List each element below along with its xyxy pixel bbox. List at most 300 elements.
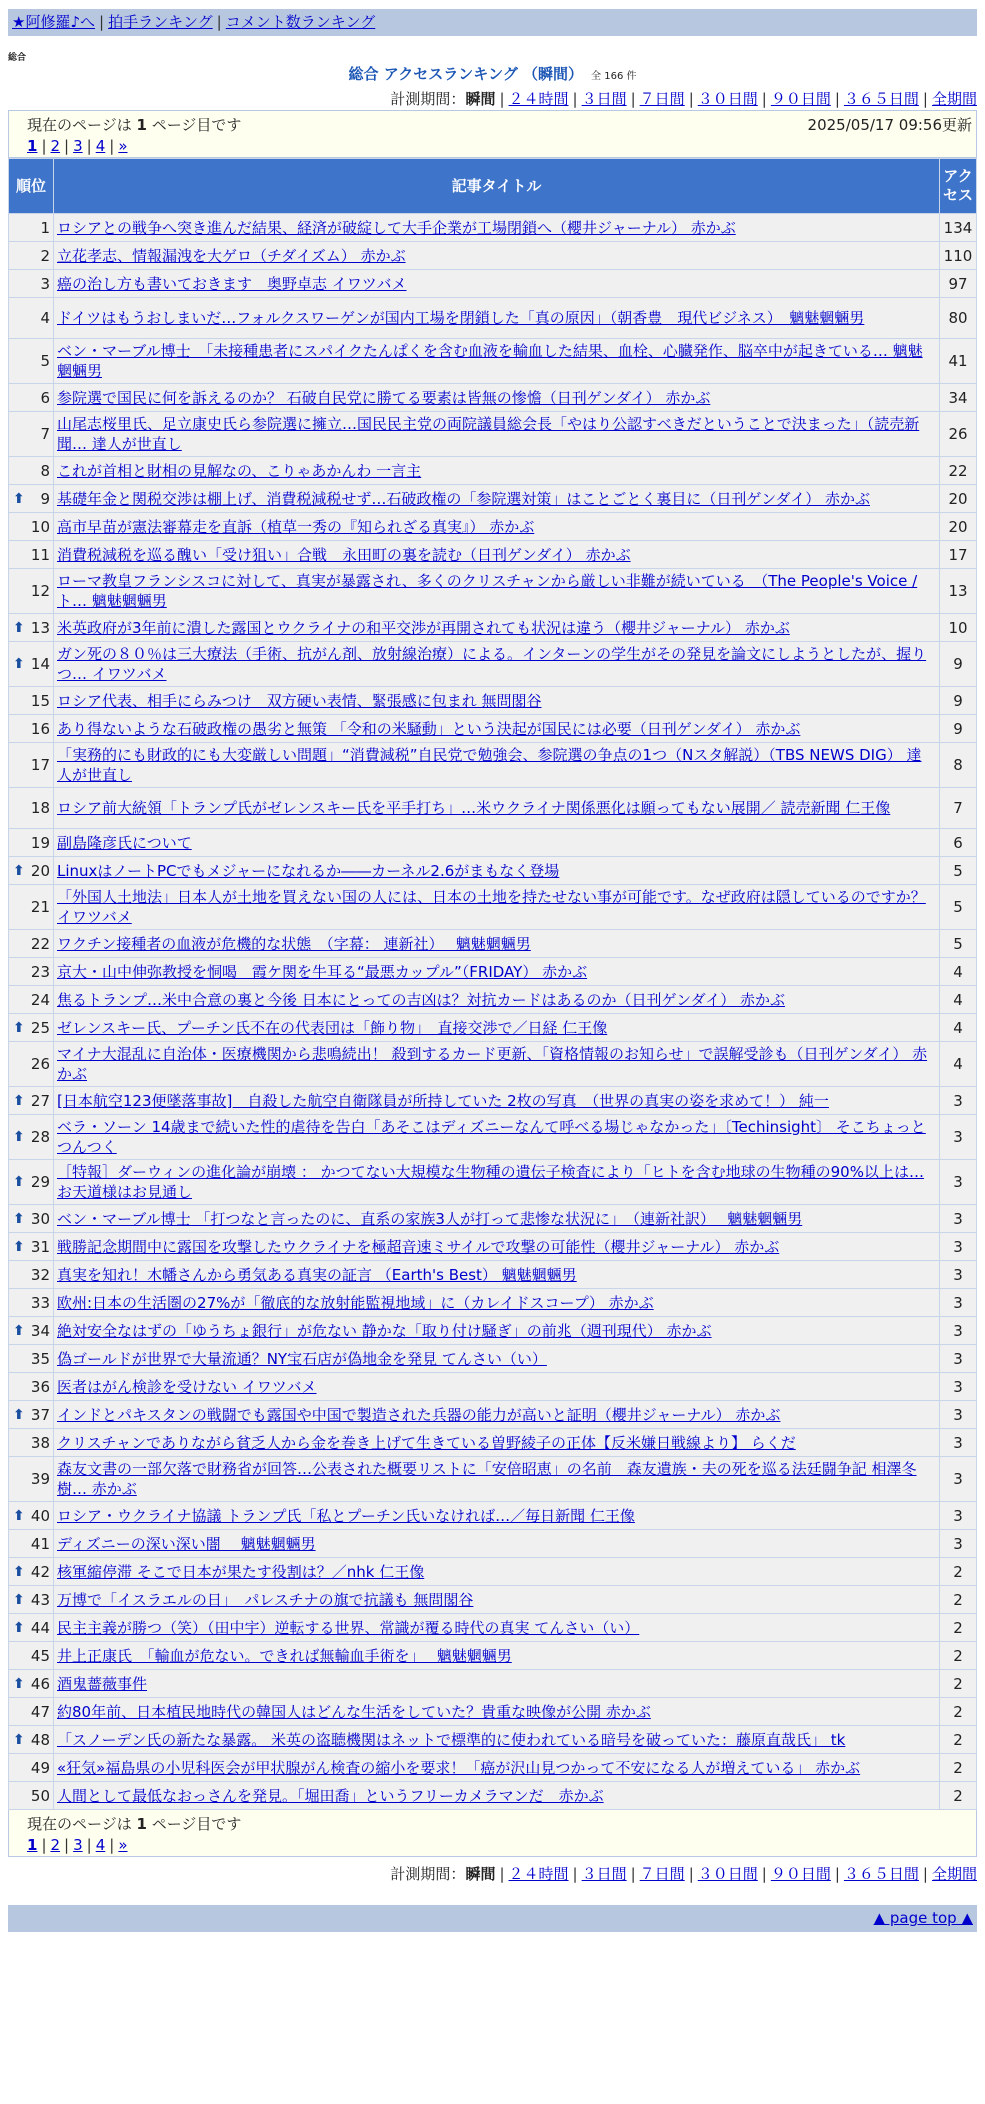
rank-cell	[9, 384, 54, 412]
article-link[interactable]: [日本航空123便墜落事故] 自殺した航空自衛隊員が所持していた 2枚の写真 （世界の真実の姿を求めて！） 純一	[57, 1091, 829, 1110]
period-separator: |	[834, 1865, 840, 1883]
access-count: 2	[940, 1782, 977, 1810]
table-header-row	[9, 159, 977, 214]
article-link[interactable]: ベン・マーブル博士 「打つなと言ったのに、直系の家族3人が打って悲惨な状況に」 （連新社訳） 魑魅魍魎男	[57, 1209, 803, 1228]
rank-cell	[9, 1014, 54, 1042]
table-row	[9, 1642, 977, 1670]
table-row	[9, 1429, 977, 1457]
page-separator: |	[109, 137, 115, 155]
period-label: 計測期間：	[390, 1865, 466, 1883]
rank-cell	[9, 857, 54, 885]
page-link[interactable]: »	[118, 137, 128, 155]
rank-number: 11	[30, 545, 50, 564]
rank-up-icon: ⬆	[13, 1092, 25, 1109]
access-count: 26	[940, 412, 977, 457]
period-option-3-bottom[interactable]: ７日間	[639, 1865, 685, 1883]
rank-cell	[9, 1754, 54, 1782]
access-count: 2	[940, 1726, 977, 1754]
title-cell	[54, 1087, 940, 1115]
article-link[interactable]: これが首相と財相の見解なの、こりゃあかんわ 一言主	[57, 461, 422, 480]
rank-cell	[9, 1530, 54, 1558]
period-option-1[interactable]: ２４時間	[508, 90, 569, 108]
nav-separator: |	[216, 13, 222, 31]
access-count: 17	[940, 541, 977, 569]
rank-number: 25	[30, 1018, 50, 1037]
rank-up-icon: ⬆	[13, 1731, 25, 1748]
table-row	[9, 1160, 977, 1205]
access-count: 4	[940, 1014, 977, 1042]
article-link[interactable]: 「実務的にも財政的にも大変厳しい問題」“消費減税”自民党で勉強会、参院選の争点の1つ（Nスタ解説）（TBS NEWS DIG） 達人が世直し	[57, 746, 922, 784]
title-cell	[54, 986, 940, 1014]
article-link[interactable]: 民主主義が勝つ（笑）（田中宇）逆転する世界、常識が覆る時代の真実 てんさい（い）	[57, 1618, 640, 1637]
period-option-4-bottom[interactable]: ３０日間	[697, 1865, 758, 1883]
access-count: 2	[940, 1670, 977, 1698]
title-cell	[54, 541, 940, 569]
rank-number: 38	[30, 1433, 50, 1452]
access-count: 8	[940, 743, 977, 788]
title-cell	[54, 1642, 940, 1670]
rank-number: 3	[40, 274, 50, 293]
rank-number: 29	[30, 1173, 50, 1191]
rank-cell	[9, 614, 54, 642]
title-cell	[54, 242, 940, 270]
ranking-title-row	[8, 64, 977, 84]
rank-number: 1	[40, 218, 50, 237]
title-cell	[54, 1042, 940, 1087]
access-count: 7	[940, 788, 977, 829]
article-link[interactable]: ベン・マーブル博士 「未接種患者にスパイクたんぱくを含む血液を輸血した結果、血栓、心臓発作、脳卒中が起きている… 魑魅魍魎男	[57, 342, 923, 380]
rank-cell	[9, 885, 54, 930]
article-link[interactable]: 米英政府が3年前に潰した露国とウクライナの和平交渉が再開されても状況は違う（櫻井ジャーナル） 赤かぶ	[57, 618, 790, 637]
table-row	[9, 1401, 977, 1429]
title-cell	[54, 1558, 940, 1586]
page-link[interactable]: 4	[95, 137, 106, 155]
page-top-link[interactable]: ▲ page top ▲	[873, 1909, 973, 1927]
rank-cell	[9, 1401, 54, 1429]
rank-cell	[9, 1205, 54, 1233]
rank-cell	[9, 1558, 54, 1586]
article-link[interactable]: 参院選で国民に何を訴えるのか？ 石破自民党に勝てる要素は皆無の惨憺（日刊ゲンダイ） 赤かぶ	[57, 388, 711, 407]
access-count: 5	[940, 857, 977, 885]
title-cell	[54, 1530, 940, 1558]
rank-number: 2	[40, 246, 50, 265]
access-count: 3	[940, 1502, 977, 1530]
period-separator: |	[572, 1865, 578, 1883]
rank-number: 16	[30, 719, 50, 738]
category-label: 総合	[8, 53, 27, 63]
table-row	[9, 485, 977, 513]
article-link[interactable]: 立花孝志、情報漏洩を大ゲロ（チダイズム） 赤かぶ	[57, 246, 406, 265]
article-link[interactable]: 消費税減税を巡る醜い「受け狙い」合戦 永田町の裏を読む（日刊ゲンダイ） 赤かぶ	[57, 545, 631, 564]
article-link[interactable]: あり得ないような石破政権の愚劣と無策 「令和の米騒動」という決起が国民には必要（日刊ゲンダイ） 赤かぶ	[57, 719, 801, 738]
page-separator: |	[41, 137, 47, 155]
rank-cell	[9, 569, 54, 614]
article-link[interactable]: インドとパキスタンの戦闘でも露国や中国で製造された兵器の能力が高いと証明（櫻井ジャーナル） 赤かぶ	[57, 1405, 781, 1424]
rank-up-icon: ⬆	[13, 862, 25, 879]
title-cell	[54, 1205, 940, 1233]
title-cell	[54, 412, 940, 457]
period-separator: |	[761, 1865, 767, 1883]
article-link[interactable]: 高市早苗が憲法審幕走を直訴（植草一秀の『知られざる真実』） 赤かぶ	[57, 517, 535, 536]
period-separator: |	[688, 1865, 694, 1883]
article-link[interactable]: 焦るトランプ…米中合意の裏と今後 日本にとっての吉凶は？対抗カードはあるのか（日刊ゲンダイ） 赤かぶ	[57, 990, 786, 1009]
rank-cell	[9, 986, 54, 1014]
period-option-2-bottom[interactable]: ３日間	[581, 1865, 627, 1883]
title-cell	[54, 687, 940, 715]
rank-cell	[9, 214, 54, 242]
access-count: 3	[940, 1261, 977, 1289]
table-row	[9, 1586, 977, 1614]
period-current: 瞬間	[465, 1865, 496, 1883]
pagination	[27, 1836, 128, 1854]
rank-cell	[9, 485, 54, 513]
title-cell	[54, 270, 940, 298]
title-cell	[54, 1457, 940, 1502]
rank-cell	[9, 1457, 54, 1502]
rank-number: 4	[40, 309, 50, 327]
page-link[interactable]: »	[118, 1836, 128, 1854]
col-title-header: 記事タイトル	[54, 159, 940, 214]
title-cell	[54, 1014, 940, 1042]
nav-link-comment-ranking[interactable]: コメント数ランキング	[225, 13, 376, 31]
title-cell	[54, 339, 940, 384]
rank-cell	[9, 513, 54, 541]
title-cell	[54, 715, 940, 743]
title-cell	[54, 958, 940, 986]
article-link[interactable]: 万博で「イスラエルの日」 パレスチナの旗で抗議も 無問閣谷	[57, 1590, 474, 1609]
access-count: 3	[940, 1429, 977, 1457]
rank-number: 44	[30, 1618, 50, 1637]
article-link[interactable]: ロシアとの戦争へ突き進んだ結果、経済が破綻して大手企業が工場閉鎖へ（櫻井ジャーナル） 赤かぶ	[57, 218, 736, 237]
access-count: 2	[940, 1586, 977, 1614]
current-page-number: 1	[136, 1815, 147, 1833]
rank-cell	[9, 1373, 54, 1401]
bottom-bar	[8, 1905, 977, 1932]
rank-up-icon: ⬆	[13, 1322, 25, 1339]
access-count: 4	[940, 958, 977, 986]
page-link[interactable]: 2	[50, 137, 61, 155]
title-cell	[54, 384, 940, 412]
article-link[interactable]: 核軍縮停滞 そこで日本が果たす役割は？／nhk 仁王像	[57, 1562, 425, 1581]
rank-cell	[9, 1317, 54, 1345]
rank-number: 46	[30, 1674, 50, 1693]
rank-number: 31	[30, 1237, 50, 1256]
article-link[interactable]: マイナ大混乱に自治体・医療機関から悲鳴続出！ 殺到するカード更新、「資格情報のお知らせ」で誤解受診も（日刊ゲンダイ） 赤かぶ	[57, 1045, 928, 1083]
period-separator: |	[499, 90, 505, 108]
access-count: 9	[940, 715, 977, 743]
table-row	[9, 513, 977, 541]
rank-number: 42	[30, 1562, 50, 1581]
rank-cell	[9, 1614, 54, 1642]
rank-number: 17	[30, 756, 50, 774]
period-label: 計測期間：	[390, 90, 466, 108]
access-count: 5	[940, 930, 977, 958]
page-separator: |	[64, 137, 70, 155]
table-row	[9, 1345, 977, 1373]
rank-up-icon: ⬆	[13, 1210, 25, 1227]
table-row	[9, 885, 977, 930]
article-link[interactable]: 森友文書の一部欠落で財務省が回答…公表された概要リストに「安倍昭恵」の名前 森友遺族・夫の死を巡る法廷闘争記 相澤冬樹… 赤かぶ	[57, 1460, 917, 1498]
period-option-5[interactable]: ９０日間	[770, 90, 831, 108]
table-row	[9, 270, 977, 298]
rank-cell	[9, 788, 54, 829]
access-count: 13	[940, 569, 977, 614]
rank-number: 19	[30, 833, 50, 852]
article-link[interactable]: «狂気»福島県の小児科医会が甲状腺がん検査の縮小を要求！「癌が沢山見つかって不安になる人が増えている」 赤かぶ	[57, 1758, 861, 1777]
title-cell	[54, 1586, 940, 1614]
period-separator: |	[572, 90, 578, 108]
period-option-6-bottom[interactable]: ３６５日間	[843, 1865, 919, 1883]
rank-number: 7	[40, 425, 50, 443]
title-cell	[54, 1670, 940, 1698]
rank-cell	[9, 1698, 54, 1726]
article-link[interactable]: ロシア・ウクライナ協議 トランプ氏「私とプーチン氏いなければ…／毎日新聞 仁王像	[57, 1506, 635, 1525]
rank-number: 30	[30, 1209, 50, 1228]
table-row	[9, 541, 977, 569]
table-row	[9, 457, 977, 485]
rank-up-icon: ⬆	[13, 1174, 25, 1190]
rank-up-icon: ⬆	[13, 656, 25, 672]
table-row	[9, 569, 977, 614]
rank-up-icon: ⬆	[13, 1129, 25, 1145]
table-row	[9, 1502, 977, 1530]
rank-cell	[9, 743, 54, 788]
title-cell	[54, 1261, 940, 1289]
top-nav	[8, 9, 977, 36]
article-link[interactable]: 山尾志桜里氏、足立康史氏ら参院選に擁立…国民民主党の両院議員総会長「やはり公認すべきだということで決まった」（読売新聞… 達人が世直し	[57, 415, 920, 453]
access-count: 3	[940, 1530, 977, 1558]
period-current: 瞬間	[465, 90, 496, 108]
rank-number: 9	[40, 489, 50, 508]
page-info	[8, 110, 977, 158]
rank-number: 36	[30, 1377, 50, 1396]
table-row	[9, 614, 977, 642]
article-link[interactable]: ロシア前大統領「トランプ氏がゼレンスキー氏を平手打ち」…米ウクライナ関係悪化は願ってもない展開／ 読売新聞 仁王像	[57, 799, 891, 817]
rank-cell	[9, 1429, 54, 1457]
title-cell	[54, 1698, 940, 1726]
title-cell	[54, 885, 940, 930]
rank-number: 12	[30, 582, 50, 600]
title-cell	[54, 1233, 940, 1261]
article-link[interactable]: 副島隆彦氏について	[57, 833, 192, 852]
table-row	[9, 1782, 977, 1810]
rank-number: 39	[30, 1470, 50, 1488]
rank-up-icon: ⬆	[13, 1591, 25, 1608]
title-cell	[54, 857, 940, 885]
table-row	[9, 715, 977, 743]
article-link[interactable]: ［特報］ダーウィンの進化論が崩壊 ： かつてない大規模な生物種の遺伝子検査により「ヒトを含む地球の生物種の90%以上は… お天道様はお見通し	[57, 1163, 924, 1201]
pagination	[27, 137, 128, 155]
rank-cell	[9, 457, 54, 485]
rank-number: 43	[30, 1590, 50, 1609]
page-separator: |	[109, 1836, 115, 1854]
table-row	[9, 1205, 977, 1233]
rank-up-icon: ⬆	[13, 1238, 25, 1255]
rank-cell	[9, 1782, 54, 1810]
article-link[interactable]: 「外国人土地法」日本人が土地を買えない国の人には、日本の土地を持たせない事が可能です。なぜ政府は隠しているのですか？ イワツバメ	[57, 888, 926, 926]
period-option-2[interactable]: ３日間	[581, 90, 627, 108]
title-cell	[54, 298, 940, 339]
article-link[interactable]: ゼレンスキー氏、プーチン氏不在の代表団は「飾り物」 直接交渉で／日経 仁王像	[57, 1018, 608, 1037]
table-row	[9, 339, 977, 384]
page-link-current[interactable]: 1	[27, 137, 38, 155]
article-link[interactable]: クリスチャンでありながら貧乏人から金を巻き上げて生きている曽野綾子の正体【反米嫌日戦線より】 らくだ	[57, 1433, 796, 1452]
title-cell	[54, 513, 940, 541]
page-info-bottom	[8, 1810, 977, 1857]
access-count: 2	[940, 1614, 977, 1642]
rank-number: 15	[30, 691, 50, 710]
article-link[interactable]: 癌の治し方も書いておきます 奥野卓志 イワツバメ	[57, 274, 407, 293]
period-option-7-bottom[interactable]: 全期間	[931, 1865, 977, 1883]
col-rank-header: 順位	[9, 159, 54, 214]
article-link[interactable]: 京大・山中伸弥教授を恫喝 霞ケ関を牛耳る“最悪カップル”（FRIDAY） 赤かぶ	[57, 962, 588, 981]
title-cell	[54, 829, 940, 857]
access-count: 9	[940, 642, 977, 687]
access-count: 9	[940, 687, 977, 715]
rank-number: 24	[30, 990, 50, 1009]
period-option-5-bottom[interactable]: ９０日間	[770, 1865, 831, 1883]
title-cell	[54, 485, 940, 513]
access-count: 3	[940, 1115, 977, 1160]
article-link[interactable]: ローマ教皇フランシスコに対して、真実が暴露され、多くのクリスチャンから厳しい非難が続いている （The People's Voice / ト… 魑魅魍魎男	[57, 572, 918, 610]
title-cell	[54, 1614, 940, 1642]
table-row	[9, 829, 977, 857]
rank-cell	[9, 1160, 54, 1205]
rank-cell	[9, 642, 54, 687]
table-row	[9, 1317, 977, 1345]
access-count: 2	[940, 1642, 977, 1670]
access-count: 2	[940, 1754, 977, 1782]
page-link[interactable]: 2	[50, 1836, 61, 1854]
article-link[interactable]: 欧州:日本の生活圏の27%が「徹底的な放射能監視地域」に（カレイドスコープ） 赤かぶ	[57, 1293, 654, 1312]
table-row	[9, 1530, 977, 1558]
access-count: 2	[940, 1558, 977, 1586]
article-link[interactable]: 戦勝記念期間中に露国を攻撃したウクライナを極超音速ミサイルで攻撃の可能性（櫻井ジャーナル） 赤かぶ	[57, 1237, 780, 1256]
article-link[interactable]: ベラ・ソーン 14歳まで続いた性的虐待を告白「あそこはディズニーなんて呼べる場じゃなかった」〔Techinsight〕 そこちょっとつんつく	[57, 1118, 926, 1156]
title-cell	[54, 569, 940, 614]
access-count: 6	[940, 829, 977, 857]
current-page-number: 1	[136, 116, 147, 134]
title-cell	[54, 1317, 940, 1345]
period-separator: |	[630, 1865, 636, 1883]
nav-link-asyura[interactable]: ★阿修羅♪へ	[12, 13, 96, 31]
article-link[interactable]: 酒鬼薔薇事件	[57, 1674, 148, 1693]
period-option-6[interactable]: ３６５日間	[843, 90, 919, 108]
article-link[interactable]: 井上正康氏 「輸血が危ない。できれば無輸血手術を」 魑魅魍魎男	[57, 1646, 512, 1665]
period-separator: |	[630, 90, 636, 108]
access-count: 5	[940, 885, 977, 930]
table-row	[9, 1558, 977, 1586]
rank-cell	[9, 715, 54, 743]
rank-up-icon: ⬆	[13, 1675, 25, 1692]
access-count: 2	[940, 1698, 977, 1726]
page-link[interactable]: 3	[73, 1836, 83, 1854]
page-link[interactable]: 4	[95, 1836, 106, 1854]
article-link[interactable]: ドイツはもうおしまいだ…フォルクスワーゲンが国内工場を閉鎖した「真の原因」（朝香豊 現代ビジネス） 魑魅魍魎男	[57, 309, 865, 327]
rank-number: 20	[30, 861, 50, 880]
access-count: 20	[940, 513, 977, 541]
rank-number: 33	[30, 1293, 50, 1312]
page-link-current[interactable]: 1	[27, 1836, 38, 1854]
total-count: 全 166 件	[591, 71, 637, 82]
table-row	[9, 1042, 977, 1087]
title-cell	[54, 1726, 940, 1754]
rank-cell	[9, 242, 54, 270]
title-cell	[54, 1115, 940, 1160]
rank-cell	[9, 270, 54, 298]
title-cell	[54, 1289, 940, 1317]
page-separator: |	[41, 1836, 47, 1854]
period-option-7[interactable]: 全期間	[931, 90, 977, 108]
rank-number: 48	[30, 1730, 50, 1749]
nav-separator: |	[99, 13, 105, 31]
article-link[interactable]: 真実を知れ！木幡さんから勇気ある真実の証言 （Earth's Best） 魑魅魍魎男	[57, 1265, 577, 1284]
article-link[interactable]: 人間として最低なおっさんを発見。「堀田喬」というフリーカメラマンだ 赤かぶ	[57, 1786, 604, 1805]
col-count-header: アクセス	[940, 159, 977, 214]
rank-number: 22	[30, 934, 50, 953]
access-count: 3	[940, 1373, 977, 1401]
article-link[interactable]: ワクチン接種者の血液が危機的な状態 （字幕： 連新社） 魑魅魍魎男	[57, 934, 531, 953]
article-link[interactable]: 偽ゴールドが世界で大量流通？NY宝石店が偽地金を発見 てんさい（い）	[57, 1349, 547, 1368]
table-row	[9, 986, 977, 1014]
rank-number: 5	[40, 352, 50, 370]
table-row	[9, 242, 977, 270]
table-row	[9, 1289, 977, 1317]
rank-number: 21	[30, 898, 50, 916]
page-separator: |	[86, 137, 92, 155]
rank-cell	[9, 1115, 54, 1160]
article-link[interactable]: 約80年前、日本植民地時代の韓国人はどんな生活をしていた？貴重な映像が公開 赤かぶ	[57, 1702, 651, 1721]
access-count: 3	[940, 1160, 977, 1205]
rank-up-icon: ⬆	[13, 1019, 25, 1036]
table-row	[9, 1614, 977, 1642]
period-option-4[interactable]: ３０日間	[697, 90, 758, 108]
table-row	[9, 857, 977, 885]
article-link[interactable]: 絶対安全なはずの「ゆうちょ銀行」が危ない 静かな「取り付け騒ぎ」の前兆（週刊現代） 赤かぶ	[57, 1321, 712, 1340]
title-cell	[54, 214, 940, 242]
table-row	[9, 1754, 977, 1782]
rank-number: 40	[30, 1506, 50, 1525]
title-cell	[54, 743, 940, 788]
article-link[interactable]: ディズニーの深い深い闇 魑魅魍魎男	[57, 1534, 316, 1553]
article-link[interactable]: 「スノーデン氏の新たな暴露。 米英の盗聴機関はネットで標準的に使われている暗号を破っていた：藤原直哉氏」 tk	[57, 1730, 846, 1749]
access-count: 4	[940, 1042, 977, 1087]
article-link[interactable]: LinuxはノートPCでもメジャーになれるか――カーネル2.6がまもなく登場	[57, 861, 560, 880]
period-option-1-bottom[interactable]: ２４時間	[508, 1865, 569, 1883]
article-link[interactable]: ガン死の８０％は三大療法（手術、抗がん剤、放射線治療）による。インターンの学生がその発見を論文にしようとしたが、握りつ… イワツバメ	[57, 645, 927, 683]
rank-up-icon: ⬆	[13, 1619, 25, 1636]
rank-cell	[9, 1586, 54, 1614]
nav-link-clap-ranking[interactable]: 拍手ランキング	[108, 13, 213, 31]
rank-cell	[9, 1642, 54, 1670]
table-row	[9, 1670, 977, 1698]
rank-number: 49	[30, 1758, 50, 1777]
rank-number: 27	[30, 1091, 50, 1110]
rank-cell	[9, 298, 54, 339]
period-option-3[interactable]: ７日間	[639, 90, 685, 108]
page-link[interactable]: 3	[73, 137, 83, 155]
article-link[interactable]: ロシア代表、相手にらみつけ 双方硬い表情、緊張感に包まれ 無問閣谷	[57, 691, 542, 710]
title-cell	[54, 1373, 940, 1401]
table-row	[9, 384, 977, 412]
table-row	[9, 743, 977, 788]
article-link[interactable]: 医者はがん検診を受けない イワツバメ	[57, 1377, 317, 1396]
rank-up-icon: ⬆	[13, 1507, 25, 1524]
page-info-text: 現在のページは 1 ページ目です	[27, 116, 242, 134]
rank-number: 14	[30, 655, 50, 673]
title-cell	[54, 1160, 940, 1205]
article-link[interactable]: 基礎年金と関税交渉は棚上げ、消費税減税せず…石破政権の「参院選対策」はことごとく裏目に（日刊ゲンダイ） 赤かぶ	[57, 489, 870, 508]
